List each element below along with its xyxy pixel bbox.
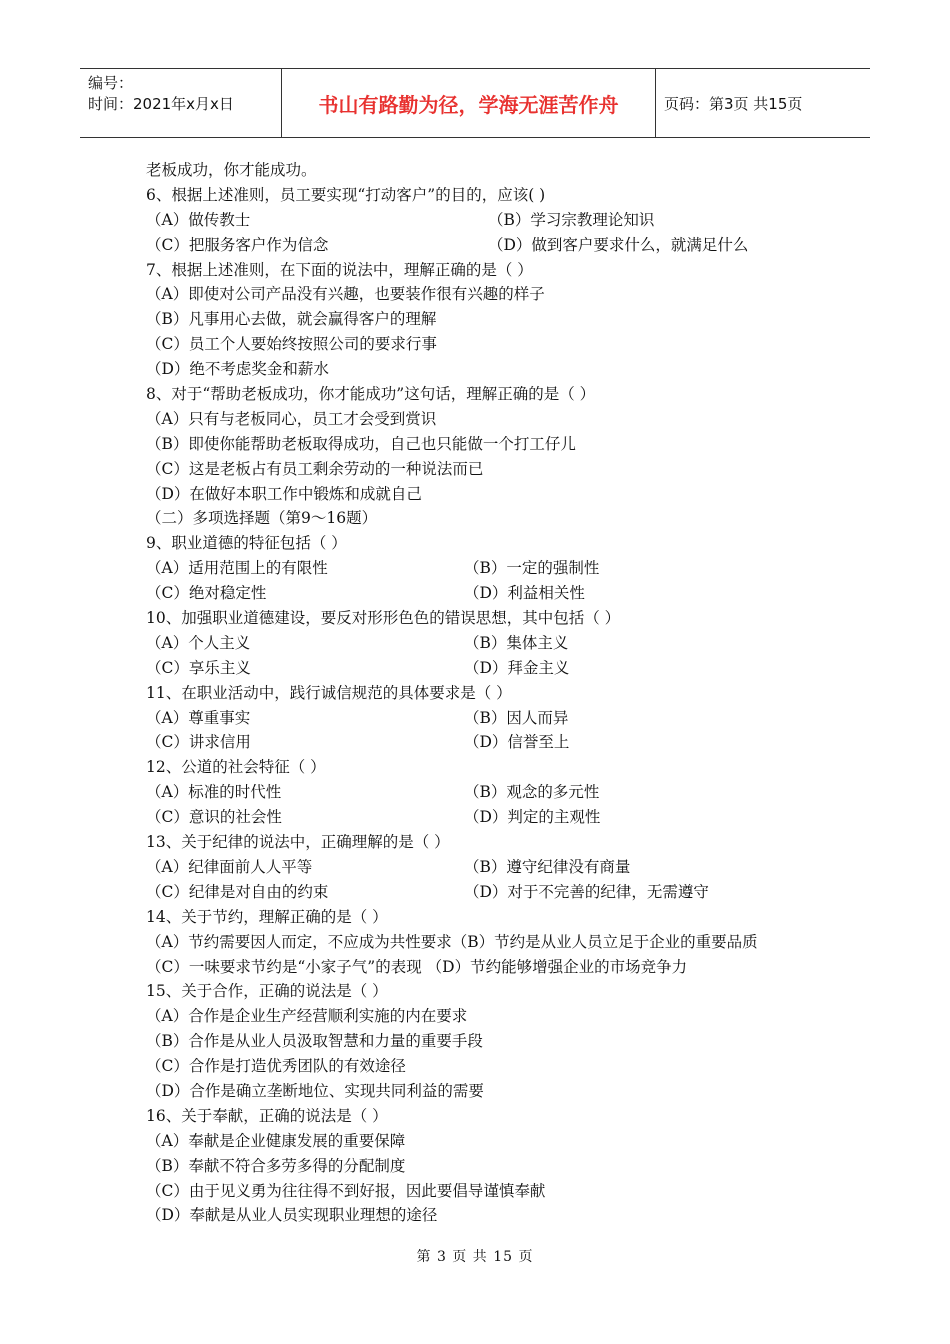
text-line: 16、关于奉献，正确的说法是（ ） xyxy=(146,1106,388,1125)
option-right: （D）对于不完善的纪律，无需遵守 xyxy=(464,882,709,901)
text-line: 13、关于纪律的说法中，正确理解的是（ ） xyxy=(146,833,450,852)
number-label: 编号： xyxy=(88,74,134,92)
option-right: （B）因人而异 xyxy=(464,708,569,727)
text-line: 老板成功，你才能成功。 xyxy=(146,161,317,179)
option-right: （D）拜金主义 xyxy=(464,658,570,677)
option-left: （A）标准的时代性 xyxy=(146,783,282,802)
option-row xyxy=(146,730,846,755)
option-right: （B）一定的强制性 xyxy=(464,559,600,578)
option-row xyxy=(146,656,846,681)
text-line: 14、关于节约，理解正确的是（ ） xyxy=(146,907,388,926)
option-right: （D）做到客户要求什么，就满足什么 xyxy=(488,235,749,254)
option-right: （D）信誉至上 xyxy=(464,733,570,752)
text-line: （B）凡事用心去做，就会赢得客户的理解 xyxy=(146,310,437,329)
option-row xyxy=(146,631,846,656)
text-line: （C）合作是打造优秀团队的有效途径 xyxy=(146,1057,406,1076)
option-row xyxy=(146,780,846,805)
option-row xyxy=(146,880,846,905)
option-right: （B）学习宗教理论知识 xyxy=(488,210,655,229)
option-left: （C）讲求信用 xyxy=(146,733,251,752)
text-line: （A）只有与老板同心，员工才会受到赏识 xyxy=(146,409,437,428)
text-line: （C）员工个人要始终按照公司的要求行事 xyxy=(146,335,437,354)
option-left: （C）享乐主义 xyxy=(146,658,251,677)
header-info-cell xyxy=(80,69,282,137)
text-line: （A）奉献是企业健康发展的重要保障 xyxy=(146,1131,406,1150)
text-line: （C）一味要求节约是“小家子气”的表现 （D）节约能够增强企业的市场竞争力 xyxy=(146,957,688,976)
time-label: 时间：2021年x月x日 xyxy=(88,95,234,113)
text-line: 9、职业道德的特征包括（ ） xyxy=(146,534,347,553)
option-row xyxy=(146,706,846,731)
option-left: （A）做传教士 xyxy=(146,210,251,229)
option-row xyxy=(146,208,846,233)
text-line: 6、根据上述准则，员工要实现“打动客户”的目的，应该( ) xyxy=(146,185,546,204)
option-left: （A）纪律面前人人平等 xyxy=(146,857,313,876)
option-left: （A）适用范围上的有限性 xyxy=(146,559,328,578)
text-line: （D）在做好本职工作中锻炼和成就自己 xyxy=(146,484,422,503)
text-line: （B）合作是从业人员汲取智慧和力量的重要手段 xyxy=(146,1032,483,1051)
text-line: （C）这是老板占有员工剩余劳动的一种说法而已 xyxy=(146,459,484,478)
text-line: （D）奉献是从业人员实现职业理想的途径 xyxy=(146,1206,438,1225)
option-right: （B）观念的多元性 xyxy=(464,783,600,802)
header-motto: 书山有路勤为径，学海无涯苦作舟 xyxy=(282,69,656,137)
text-line: （A）即使对公司产品没有兴趣，也要装作很有兴趣的样子 xyxy=(146,285,545,304)
text-line: 7、根据上述准则，在下面的说法中，理解正确的是（ ） xyxy=(146,260,533,279)
option-right: （D）利益相关性 xyxy=(464,584,585,603)
option-row xyxy=(146,233,846,258)
option-right: （B）遵守纪律没有商量 xyxy=(464,857,631,876)
text-line: 8、对于“帮助老板成功，你才能成功”这句话，理解正确的是（ ） xyxy=(146,385,596,404)
text-line: 15、关于合作，正确的说法是（ ） xyxy=(146,982,388,1001)
option-left: （A）个人主义 xyxy=(146,633,251,652)
option-row xyxy=(146,556,846,581)
option-right: （B）集体主义 xyxy=(464,633,569,652)
text-line: （B）即使你能帮助老板取得成功，自己也只能做一个打工仔儿 xyxy=(146,434,576,453)
option-row xyxy=(146,855,846,880)
option-left: （C）绝对稳定性 xyxy=(146,584,267,603)
text-line: 12、公道的社会特征（ ） xyxy=(146,758,326,777)
text-line: （D）绝不考虑奖金和薪水 xyxy=(146,360,329,379)
option-left: （C）纪律是对自由的约束 xyxy=(146,882,329,901)
option-left: （C）意识的社会性 xyxy=(146,808,282,827)
text-line: （A）节约需要因人而定，不应成为共性要求（B）节约是从业人员立足于企业的重要品质 xyxy=(146,932,758,951)
document-body xyxy=(146,158,846,1228)
option-row xyxy=(146,805,846,830)
page-footer: 第 3 页 共 15 页 xyxy=(416,1249,534,1265)
option-left: （C）把服务客户作为信念 xyxy=(146,235,329,254)
text-line: （C）由于见义勇为往往得不到好报，因此要倡导谨慎奉献 xyxy=(146,1181,546,1200)
header-table xyxy=(80,68,870,138)
option-row xyxy=(146,581,846,606)
text-line: （二）多项选择题（第9～16题） xyxy=(146,509,378,528)
text-line: （D）合作是确立垄断地位、实现共同利益的需要 xyxy=(146,1081,484,1100)
option-left: （A）尊重事实 xyxy=(146,708,251,727)
text-line: 11、在职业活动中，践行诚信规范的具体要求是（ ） xyxy=(146,683,512,702)
option-right: （D）判定的主观性 xyxy=(464,808,601,827)
text-line: （A）合作是企业生产经营顺利实施的内在要求 xyxy=(146,1007,468,1026)
header-page-info: 页码：第3页 共15页 xyxy=(664,94,803,113)
text-line: 10、加强职业道德建设，要反对形形色色的错误思想，其中包括（ ） xyxy=(146,609,621,628)
text-line: （B）奉献不符合多劳多得的分配制度 xyxy=(146,1156,406,1175)
